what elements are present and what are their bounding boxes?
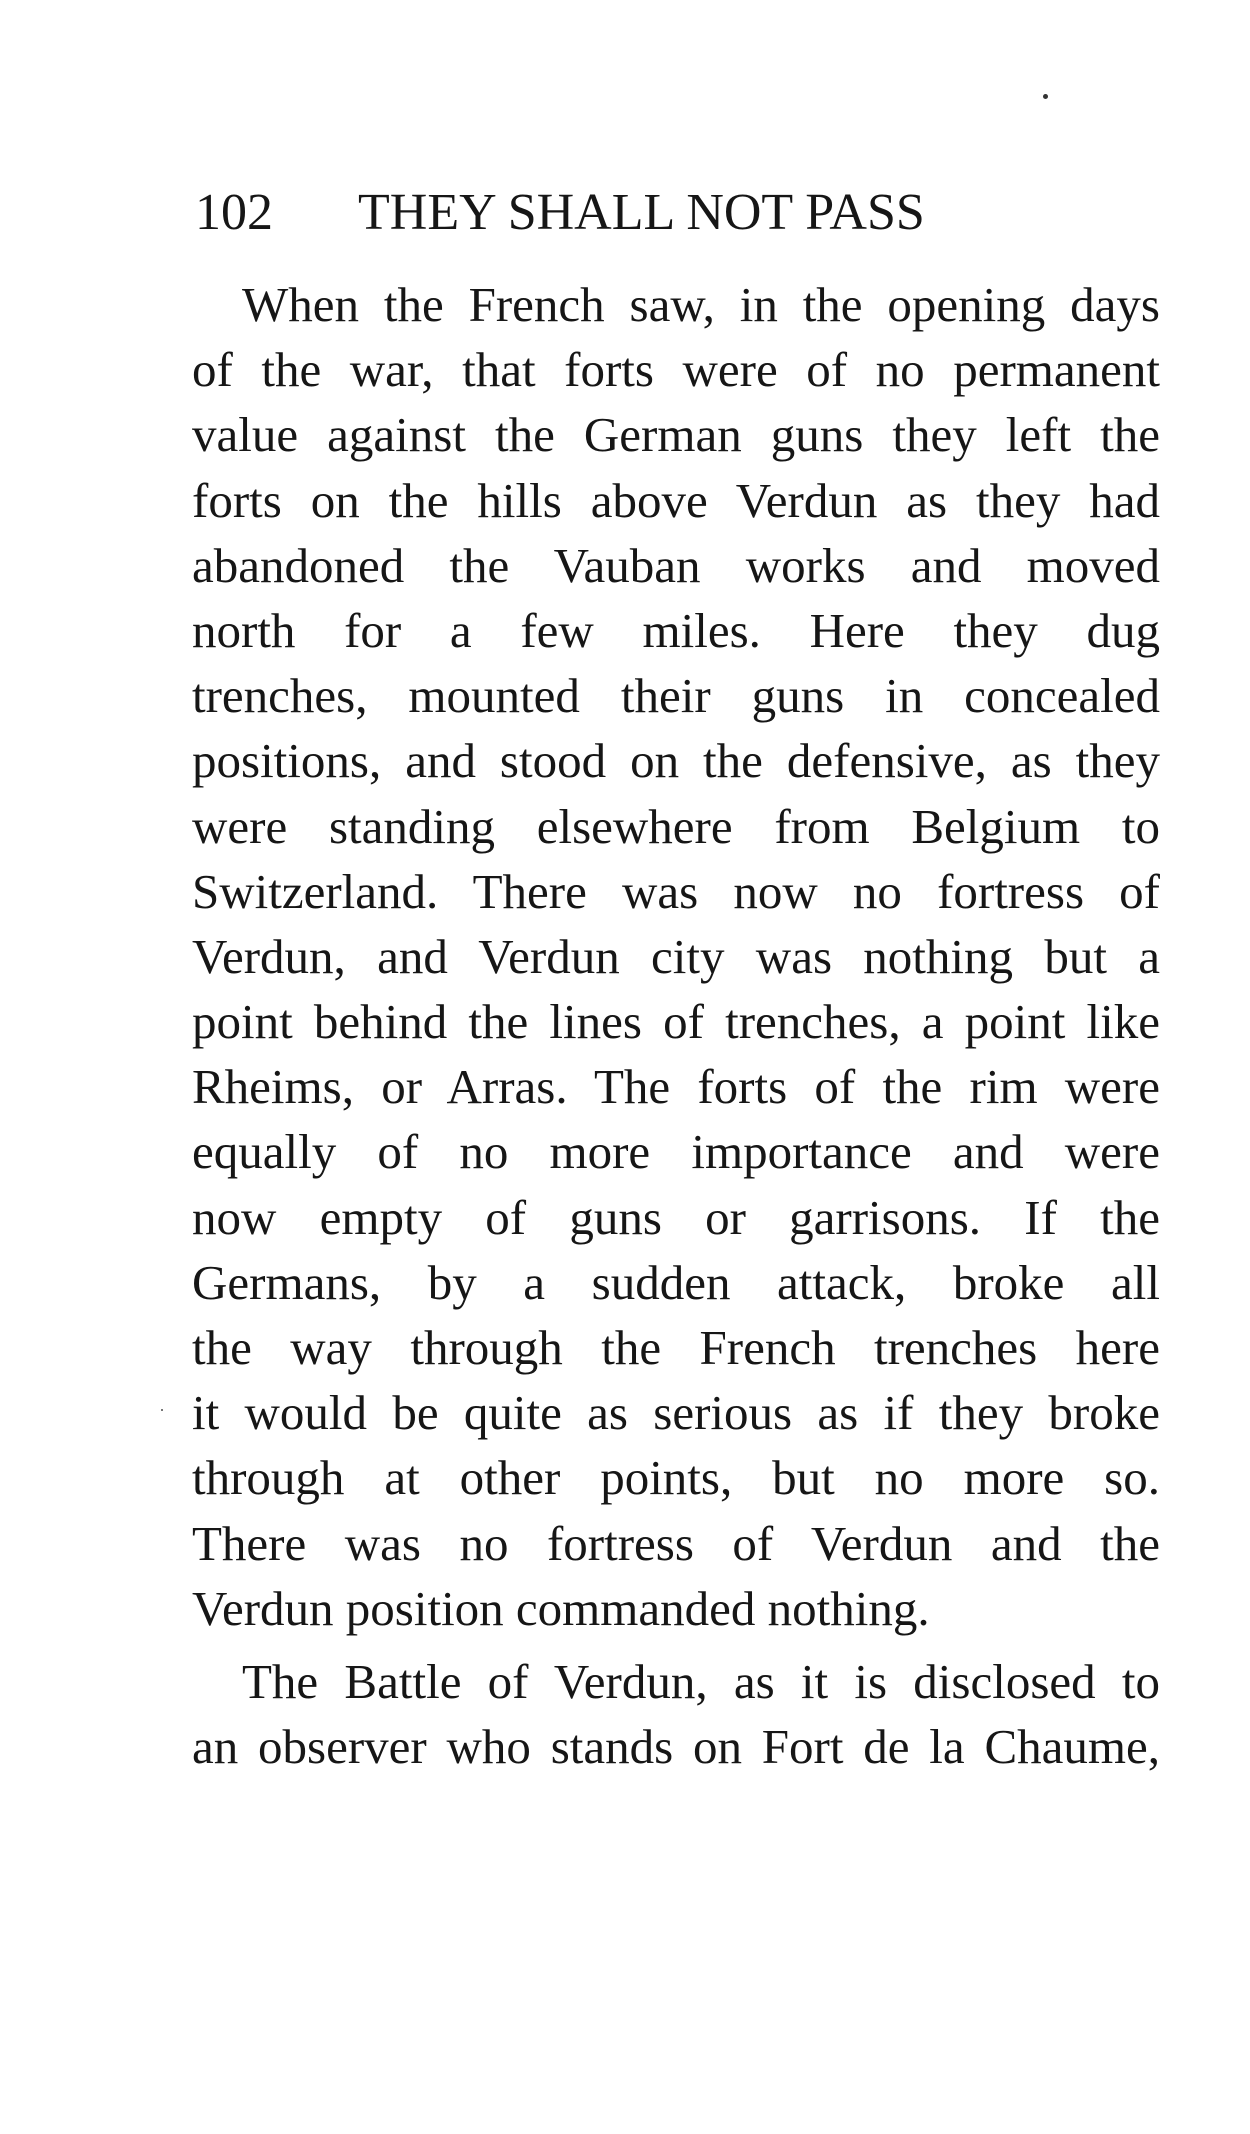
text-line: were standing elsewhere from Belgium to [192,798,1160,854]
print-speck [161,1409,163,1411]
paragraph [192,272,1160,1641]
text-line: positions, and stood on the defensive, as they [192,733,1160,789]
text-line: now empty of guns or garrisons. If the [192,1189,1160,1245]
running-title: THEY SHALL NOT PASS [358,184,925,241]
page-number: 102 [195,184,273,241]
text-line: it would be quite as serious as if they broke [192,1385,1160,1441]
text-line: Verdun, and Verdun city was nothing but a [192,928,1160,984]
text-line: When the French saw, in the opening days [242,277,1160,332]
text-line: Verdun position commanded nothing. [192,1580,930,1636]
running-header [195,183,1095,243]
text-line: Rheims, or Arras. The forts of the rim were [192,1059,1160,1115]
paragraph [192,1649,1160,1779]
text-line: trenches, mounted their guns in concealed [192,668,1160,724]
body-text [192,272,1160,1779]
text-line: equally of no more importance and were [192,1124,1160,1180]
text-line: an observer who stands on Fort de la Chaume, [192,1719,1160,1775]
text-line: point behind the lines of trenches, a point like [192,994,1160,1050]
text-line: of the war, that forts were of no permanent [192,342,1160,398]
text-line: through at other points, but no more so. [192,1450,1160,1506]
text-line: the way through the French trenches here [192,1320,1160,1375]
print-speck [1043,94,1048,99]
text-line: Switzerland. There was now no fortress of [192,863,1160,919]
text-line: forts on the hills above Verdun as they had [192,472,1160,528]
text-line: abandoned the Vauban works and moved [192,537,1160,593]
text-line: The Battle of Verdun, as it is disclosed to [242,1653,1160,1709]
text-line: There was no fortress of Verdun and the [192,1515,1160,1571]
text-line: north for a few miles. Here they dug [192,602,1160,658]
text-line: value against the German guns they left the [192,407,1160,463]
text-line: Germans, by a sudden attack, broke all [192,1254,1160,1310]
paragraph-gap [192,1641,1160,1649]
